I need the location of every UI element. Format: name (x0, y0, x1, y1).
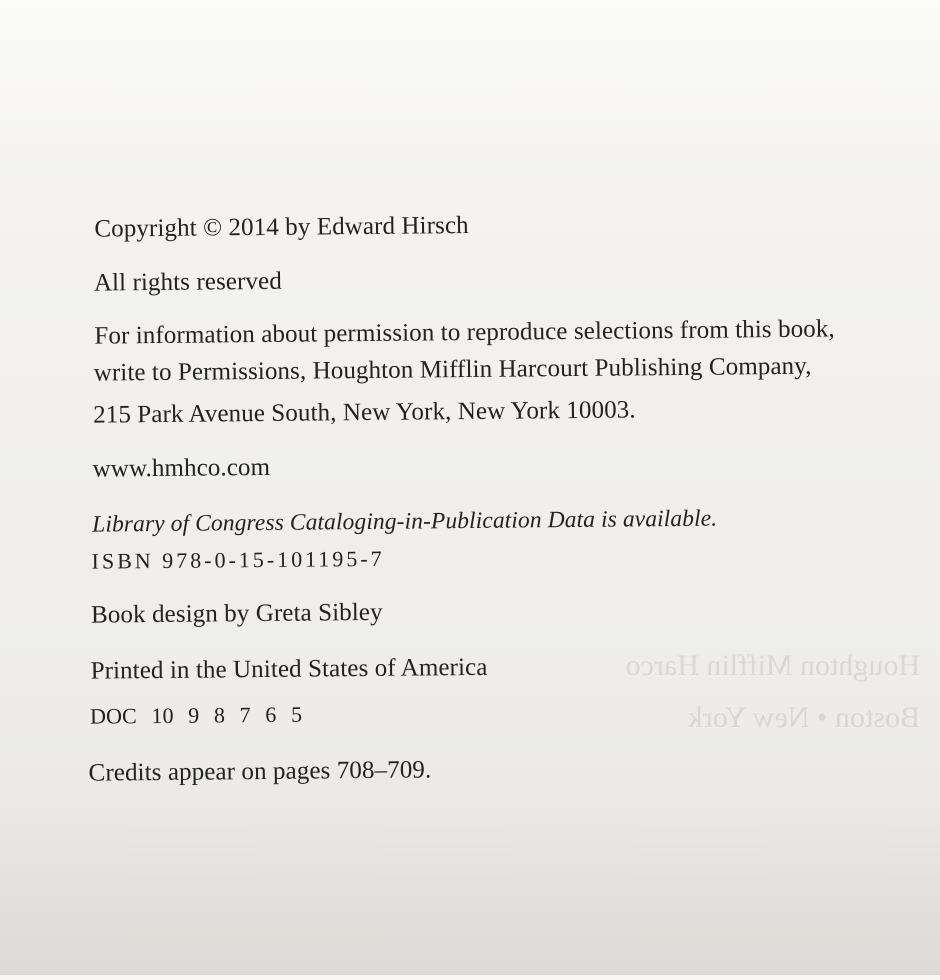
printing-line: DOC 10 9 8 7 6 5 (89, 701, 303, 729)
printed-in: Printed in the United States of America (90, 653, 488, 685)
show-through-line-1: Houghton Mifflin Harco (625, 649, 920, 682)
permissions-line-3: 215 Park Avenue South, New York, New York 10003. (93, 396, 636, 429)
permissions-line-2: write to Permissions, Houghton Mifflin Harcourt Publishing Company, (93, 352, 812, 387)
isbn: ISBN 978-0-15-101195-7 (91, 545, 385, 574)
copyright-notice: Copyright © 2014 by Edward Hirsch (94, 212, 469, 243)
cip-statement: Library of Congress Cataloging-in-Publication Data is available. (92, 505, 718, 538)
rights-statement: All rights reserved (93, 267, 282, 297)
credits-note: Credits appear on pages 708–709. (88, 756, 432, 787)
permissions-line-1: For information about permission to reproduce selections from this book, (94, 315, 835, 350)
publisher-website: www.hmhco.com (92, 453, 271, 483)
show-through-line-2: Boston • New York (687, 701, 920, 734)
book-design-credit: Book design by Greta Sibley (90, 598, 383, 629)
